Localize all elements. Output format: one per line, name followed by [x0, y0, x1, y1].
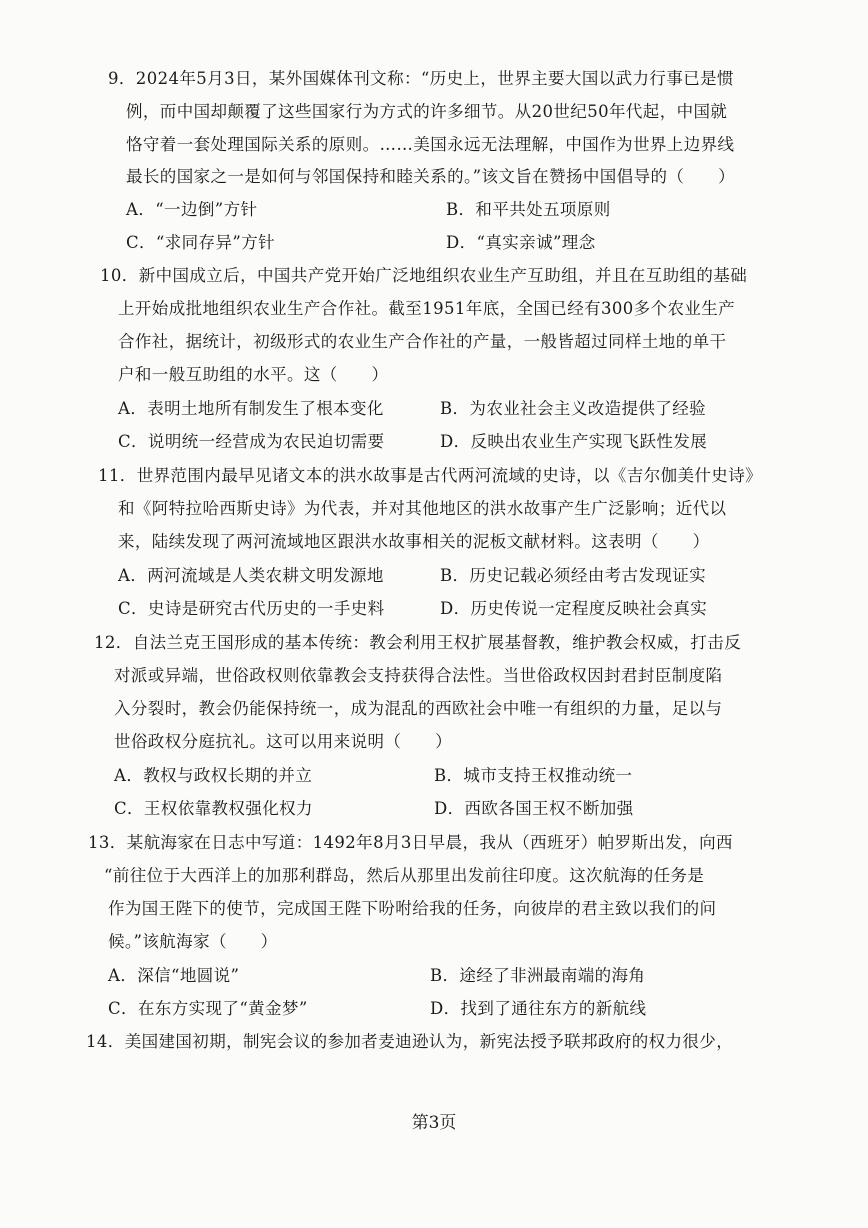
option-b: B．历史记载必须经由考古发现证实	[440, 566, 707, 585]
question-line: 12．自法兰克王国形成的基本传统：教会利用王权扩展基督教，维护教会权威，打击反	[94, 633, 742, 652]
option-a: A．两河流域是人类农耕文明发源地	[118, 566, 384, 585]
option-b: B．和平共处五项原则	[446, 200, 611, 219]
option-d: D．反映出农业生产实现飞跃性发展	[440, 432, 708, 451]
option-c: C．王权依靠教权强化权力	[114, 799, 313, 818]
question-line: 9．2024年5月3日，某外国媒体刊文称：“历史上，世界主要大国以武力行事已是惯	[108, 69, 734, 88]
question-line: “前往位于大西洋上的加那利群岛，然后从那里出发前往印度。这次航海的任务是	[104, 866, 705, 885]
option-a: A．表明土地所有制发生了根本变化	[118, 399, 384, 418]
option-a: A．深信“地圆说”	[108, 966, 240, 985]
option-a: A．教权与政权长期的并立	[114, 766, 313, 785]
page-number: 第3页	[411, 1113, 457, 1133]
question-line: 恪守着一套处理国际关系的原则。……美国永远无法理解，中国作为世界上边界线	[126, 135, 735, 154]
option-c: C．史诗是研究古代历史的一手史料	[118, 599, 385, 618]
option-a: A．“一边倒”方针	[126, 200, 258, 219]
question-line: 最长的国家之一是如何与邻国保持和睦关系的。”该文旨在赞扬中国倡导的（ ）	[126, 167, 735, 186]
option-c: C．“求同存异”方针	[126, 233, 275, 252]
question-line: 10．新中国成立后，中国共产党开始广泛地组织农业生产互助组，并且在互助组的基础	[100, 266, 748, 285]
question-line: 和《阿特拉哈西斯史诗》为代表，并对其他地区的洪水故事产生广泛影响；近代以	[118, 499, 727, 518]
question-line: 作为国王陛下的使节，完成国王陛下吩咐给我的任务，向彼岸的君主致以我们的问	[108, 899, 717, 918]
question-line: 户和一般互助组的水平。这（ ）	[118, 365, 389, 384]
option-d: D．西欧各国王权不断加强	[434, 799, 634, 818]
option-c: C．在东方实现了“黄金梦”	[108, 999, 308, 1018]
question-line: 13．某航海家在日志中写道：1492年8月3日早晨，我从（西班牙）帕罗斯出发，向西	[88, 833, 733, 852]
question-line: 合作社，据统计，初级形式的农业生产合作社的产量，一般皆超过同样土地的单干	[118, 332, 727, 351]
question-line: 例，而中国却颠覆了这些国家行为方式的许多细节。从20世纪50年代起，中国就	[126, 102, 728, 121]
question-line: 14．美国建国初期，制宪会议的参加者麦迪逊认为，新宪法授予联邦政府的权力很少，	[86, 1032, 734, 1051]
question-line: 11．世界范围内最早见诸文本的洪水故事是古代两河流域的史诗，以《吉尔伽美什史诗》	[98, 466, 762, 485]
question-line: 上开始成批地组织农业生产合作社。截至1951年底，全国已经有300多个农业生产	[118, 299, 736, 318]
question-line: 来，陆续发现了两河流域地区跟洪水故事相关的泥板文献材料。这表明（ ）	[118, 532, 710, 551]
option-d: D．找到了通往东方的新航线	[430, 999, 647, 1018]
option-d: D．历史传说一定程度反映社会真实	[440, 599, 708, 618]
question-line: 对派或异端，世俗政权则依靠教会支持获得合法性。当世俗政权因封君封臣制度陷	[114, 666, 723, 685]
option-b: B．城市支持王权推动统一	[434, 766, 633, 785]
option-c: C．说明统一经营成为农民迫切需要	[118, 432, 385, 451]
option-d: D．“真实亲诚”理念	[446, 233, 596, 252]
question-line: 候。”该航海家（ ）	[108, 932, 278, 951]
question-line: 入分裂时，教会仍能保持统一，成为混乱的西欧社会中唯一有组织的力量，足以与	[114, 699, 723, 718]
option-b: B．为农业社会主义改造提供了经验	[440, 399, 707, 418]
option-b: B．途经了非洲最南端的海角	[430, 966, 646, 985]
question-line: 世俗政权分庭抗礼。这可以用来说明（ ）	[114, 732, 452, 751]
